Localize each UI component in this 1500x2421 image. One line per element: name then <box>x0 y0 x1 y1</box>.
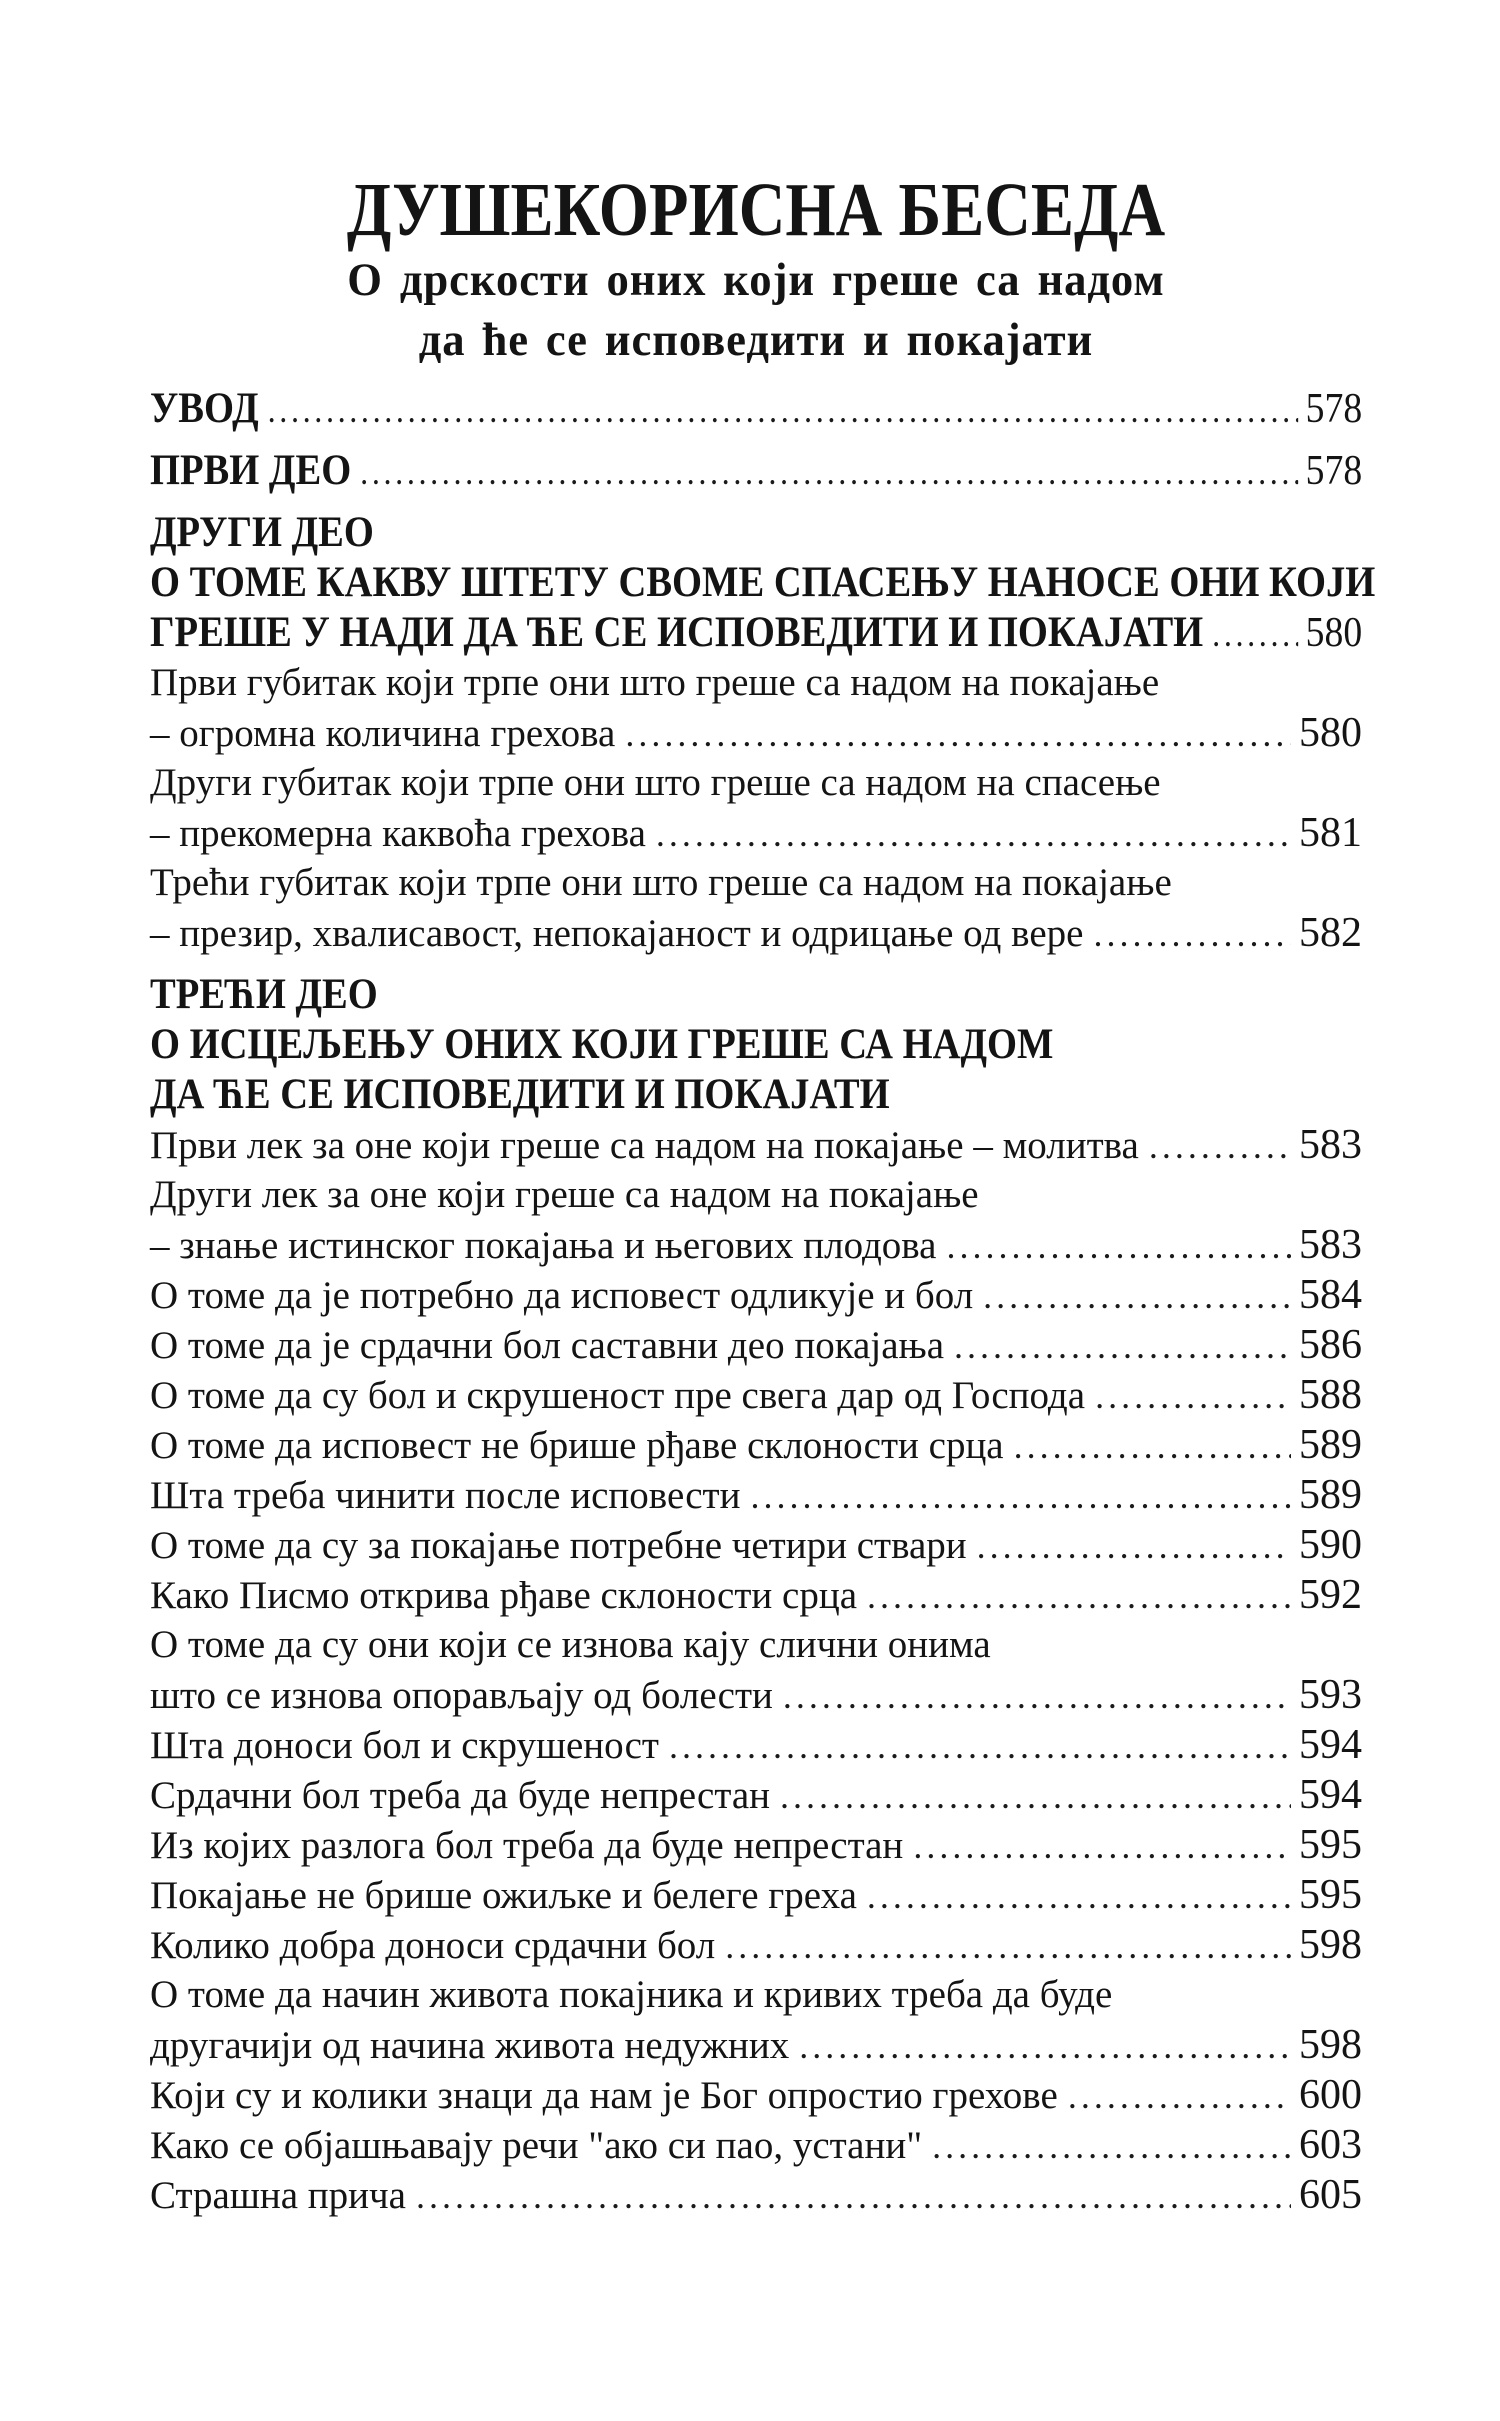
dot-leader <box>750 1471 1291 1521</box>
toc-entry-page: 592 <box>1299 1572 1362 1618</box>
dot-leader <box>1095 1371 1291 1421</box>
toc-entry-label: УВОД <box>150 385 259 432</box>
toc-entry-page: 598 <box>1299 2022 1362 2068</box>
toc-entry <box>150 1270 1362 1320</box>
toc-entry <box>150 2120 1362 2170</box>
toc-entry-label: што се изнова опорављају од болести <box>150 1674 773 1717</box>
toc-entry-label: – прекомерна каквоћа грехова <box>150 812 646 855</box>
toc-entry <box>150 558 1376 608</box>
dot-leader <box>1014 1421 1291 1471</box>
dot-leader <box>954 1321 1291 1371</box>
toc-entry-page: 582 <box>1299 910 1362 956</box>
dot-leader <box>656 809 1291 859</box>
toc-entry-page: 595 <box>1299 1822 1362 1868</box>
toc-entry-label: ПРВИ ДЕО <box>150 447 352 494</box>
toc-entry <box>150 1570 1362 1620</box>
toc-entry <box>150 1370 1362 1420</box>
toc-entry <box>150 708 1362 758</box>
chapter-title: ДУШЕКОРИСНА БЕСЕДА <box>346 168 1166 252</box>
toc-entry-page: 581 <box>1299 810 1362 856</box>
toc-entry-label: Други лек за оне који греше са надом на покајање <box>150 1173 979 1216</box>
chapter-heading <box>150 170 1362 370</box>
toc-entry-page: 584 <box>1299 1272 1362 1318</box>
toc-entry <box>150 1320 1362 1370</box>
toc-entry-label: Шта доноси бол и скрушеност <box>150 1724 659 1767</box>
toc-entry <box>150 508 1362 558</box>
toc-entry-label: Колико добра доноси срдачни бол <box>150 1924 716 1967</box>
toc-entry <box>150 1470 1362 1520</box>
toc-entry-label: О томе да исповест не брише рђаве склоности срца <box>150 1424 1004 1467</box>
toc-entry-label: ГРЕШЕ У НАДИ ДА ЋЕ СЕ ИСПОВЕДИТИ И ПОКАЈАТИ <box>150 609 1204 656</box>
toc-entry <box>150 908 1362 958</box>
toc-entry-label: О томе да су за покајање потребне четири ствари <box>150 1524 967 1567</box>
toc-entry <box>150 1970 1362 2020</box>
dot-leader <box>783 1671 1291 1721</box>
toc-entry-label: ДРУГИ ДЕО <box>150 509 374 556</box>
toc-entry-page: 583 <box>1299 1222 1362 1268</box>
toc-entry-label: Шта треба чинити после исповести <box>150 1474 741 1517</box>
toc-entry <box>150 970 1362 1020</box>
toc-entry-page: 590 <box>1299 1522 1362 1568</box>
toc-entry <box>150 1720 1362 1770</box>
toc-entry <box>150 2070 1362 2120</box>
toc-entry <box>150 1920 1362 1970</box>
toc-entry <box>150 1820 1362 1870</box>
toc-entry-page: 593 <box>1299 1672 1362 1718</box>
toc-entry-label: Трећи губитак који трпе они што греше са надом на покајање <box>150 861 1172 904</box>
toc-entry <box>150 2020 1362 2070</box>
toc-entry-page: 580 <box>1305 610 1363 656</box>
dot-leader <box>360 447 1298 497</box>
dot-leader <box>977 1521 1291 1571</box>
toc-entry-label: Први лек за оне који греше са надом на покајање – молитва <box>150 1124 1139 1167</box>
toc-entry-label: другачији од начина живота недужних <box>150 2024 790 2067</box>
toc-entry <box>150 758 1362 808</box>
toc-entry-label: О томе да је потребно да исповест одликује и бол <box>150 1274 974 1317</box>
toc-entry <box>150 1170 1362 1220</box>
toc-entry-label: Други губитак који трпе они што греше са надом на спасење <box>150 761 1161 804</box>
dot-leader <box>799 2021 1291 2071</box>
toc-entry-label: ТРЕЋИ ДЕО <box>150 971 378 1018</box>
toc-entry <box>150 1070 1362 1120</box>
toc-entry <box>150 858 1362 908</box>
dot-leader <box>947 1221 1292 1271</box>
toc-entry-label: Који су и колики знаци да нам је Бог опростио грехове <box>150 2074 1058 2117</box>
dot-leader <box>725 1921 1291 1971</box>
dot-leader <box>867 1571 1291 1621</box>
toc-entry-page: 578 <box>1305 448 1363 494</box>
toc-entry-page: 586 <box>1299 1322 1362 1368</box>
toc-entry-label: О томе да начин живота покајника и кривих треба да буде <box>150 1973 1113 2016</box>
toc-entry-page: 589 <box>1299 1422 1362 1468</box>
dot-leader <box>932 2121 1291 2171</box>
toc-entry-label: Из којих разлога бол треба да буде непрестан <box>150 1824 904 1867</box>
toc-entry-label: Како Писмо открива рђаве склоности срца <box>150 1574 858 1617</box>
dot-leader <box>867 1871 1291 1921</box>
dot-leader <box>780 1771 1291 1821</box>
toc-entry-page: 583 <box>1299 1122 1362 1168</box>
dot-leader <box>1149 1121 1291 1171</box>
toc-entry-page: 600 <box>1299 2072 1362 2118</box>
toc-entry-label: О томе да су они који се изнова кају слични онима <box>150 1623 991 1666</box>
toc-entry-label: Први губитак који трпе они што греше са надом на покајање <box>150 661 1160 704</box>
table-of-contents <box>150 384 1376 2220</box>
toc-entry-label: ДА ЋЕ СЕ ИСПОВЕДИТИ И ПОКАЈАТИ <box>150 1071 890 1118</box>
toc-entry-page: 580 <box>1299 710 1362 756</box>
toc-entry-page: 605 <box>1299 2172 1362 2218</box>
dot-leader <box>669 1721 1291 1771</box>
toc-entry <box>150 2170 1362 2220</box>
dot-leader <box>983 1271 1291 1321</box>
toc-entry <box>150 808 1362 858</box>
toc-entry <box>150 1220 1362 1270</box>
toc-entry-label: – знање истинског покајања и његових плодова <box>150 1224 937 1267</box>
toc-entry-label: – презир, хвалисавост, непокајаност и одрицање од вере <box>150 912 1084 955</box>
dot-leader <box>268 385 1299 435</box>
dot-leader <box>416 2171 1291 2221</box>
dot-leader <box>1212 609 1298 659</box>
dot-leader <box>1068 2071 1291 2121</box>
toc-entry-page: 589 <box>1299 1472 1362 1518</box>
toc-entry-page: 603 <box>1299 2122 1362 2168</box>
toc-entry-label: Страшна прича <box>150 2174 406 2217</box>
toc-entry-label: Срдачни бол треба да буде непрестан <box>150 1774 771 1817</box>
toc-entry-label: Покајање не брише ожиљке и белеге греха <box>150 1874 857 1917</box>
dot-leader <box>1093 909 1291 959</box>
toc-entry <box>150 1770 1362 1820</box>
toc-entry-label: О ИСЦЕЉЕЊУ ОНИХ КОЈИ ГРЕШЕ СА НАДОМ <box>150 1021 1054 1068</box>
toc-entry <box>150 1620 1362 1670</box>
toc-entry <box>150 1670 1362 1720</box>
toc-entry-label: Како се објашњавају речи "ако си пао, устани" <box>150 2124 923 2167</box>
toc-entry <box>150 1870 1362 1920</box>
toc-entry <box>150 446 1362 496</box>
toc-entry <box>150 1520 1362 1570</box>
toc-entry <box>150 658 1362 708</box>
toc-entry <box>150 1120 1362 1170</box>
dot-leader <box>913 1821 1291 1871</box>
toc-entry-label: О томе да су бол и скрушеност пре свега дар од Господа <box>150 1374 1086 1417</box>
toc-entry-page: 594 <box>1299 1772 1362 1818</box>
toc-entry <box>150 608 1362 658</box>
chapter-subtitle-line-1: О дрскости оних који греше са надом <box>347 254 1165 306</box>
toc-entry-label: О ТОМЕ КАКВУ ШТЕТУ СВОМЕ СПАСЕЊУ НАНОСЕ ОНИ КОЈИ <box>150 559 1376 606</box>
toc-entry-page: 588 <box>1299 1372 1362 1418</box>
toc-entry <box>150 1420 1362 1470</box>
toc-entry-label: О томе да је срдачни бол саставни део покајања <box>150 1324 945 1367</box>
dot-leader <box>625 709 1291 759</box>
toc-entry-page: 578 <box>1305 386 1363 432</box>
toc-entry <box>150 384 1362 434</box>
toc-entry-page: 594 <box>1299 1722 1362 1768</box>
toc-entry-label: – огромна количина грехова <box>150 712 616 755</box>
chapter-subtitle-line-2: да ће се исповедити и покајати <box>418 314 1094 366</box>
toc-entry-page: 595 <box>1299 1872 1362 1918</box>
toc-entry-page: 598 <box>1299 1922 1362 1968</box>
toc-entry <box>150 1020 1362 1070</box>
